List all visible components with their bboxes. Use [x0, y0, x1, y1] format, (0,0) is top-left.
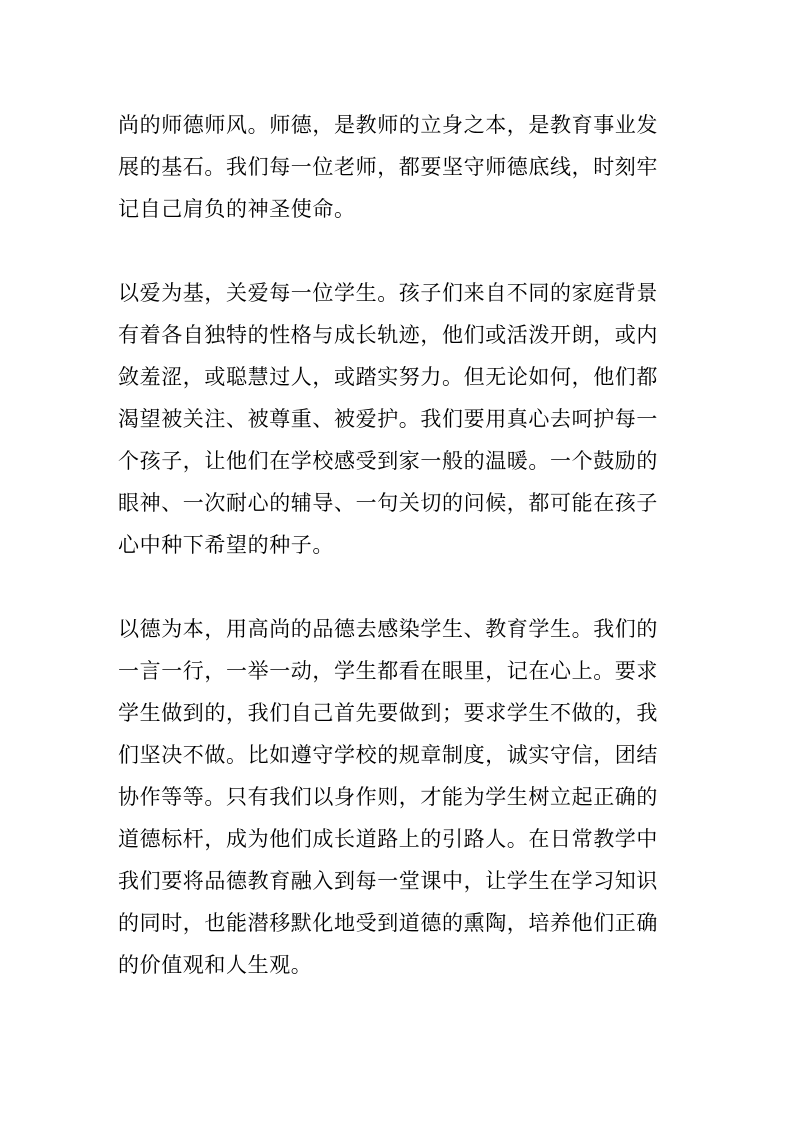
paragraph-2 [118, 272, 678, 566]
text-line: 个孩子，让他们在学校感受到家一般的温暖。一个鼓励的 [118, 449, 658, 473]
text-line: 有着各自独特的性格与成长轨迹，他们或活泼开朗，或内 [118, 323, 658, 347]
text-line: 渴望被关注、被尊重、被爱护。我们要用真心去呵护每一 [118, 407, 658, 431]
text-line: 协作等等。只有我们以身作则，才能为学生树立起正确的 [118, 785, 658, 809]
text-line: 一言一行，一举一动，学生都看在眼里，记在心上。要求 [118, 659, 658, 683]
text-line: 记自己肩负的神圣使命。 [118, 197, 356, 221]
document-body [118, 104, 678, 1028]
text-line: 眼神、一次耐心的辅导、一句关切的问候，都可能在孩子 [118, 491, 658, 515]
text-line: 尚的师德师风。师德，是教师的立身之本，是教育事业发 [118, 113, 658, 137]
text-line: 展的基石。我们每一位老师，都要坚守师德底线，时刻牢 [118, 155, 658, 179]
text-line: 学生做到的，我们自己首先要做到；要求学生不做的，我 [118, 701, 658, 725]
text-line: 们坚决不做。比如遵守学校的规章制度，诚实守信，团结 [118, 743, 658, 767]
paragraph-1 [118, 104, 678, 230]
text-line: 敛羞涩，或聪慧过人，或踏实努力。但无论如何，他们都 [118, 365, 658, 389]
text-line: 以德为本，用高尚的品德去感染学生、教育学生。我们的 [118, 617, 658, 641]
text-line: 以爱为基，关爱每一位学生。孩子们来自不同的家庭背景 [118, 281, 658, 305]
text-line: 心中种下希望的种子。 [118, 533, 334, 557]
text-line: 的价值观和人生观。 [118, 953, 313, 977]
text-line: 道德标杆，成为他们成长道路上的引路人。在日常教学中 [118, 827, 658, 851]
paragraph-3 [118, 608, 678, 986]
text-line: 我们要将品德教育融入到每一堂课中，让学生在学习知识 [118, 869, 658, 893]
text-line: 的同时，也能潜移默化地受到道德的熏陶，培养他们正确 [118, 911, 658, 935]
